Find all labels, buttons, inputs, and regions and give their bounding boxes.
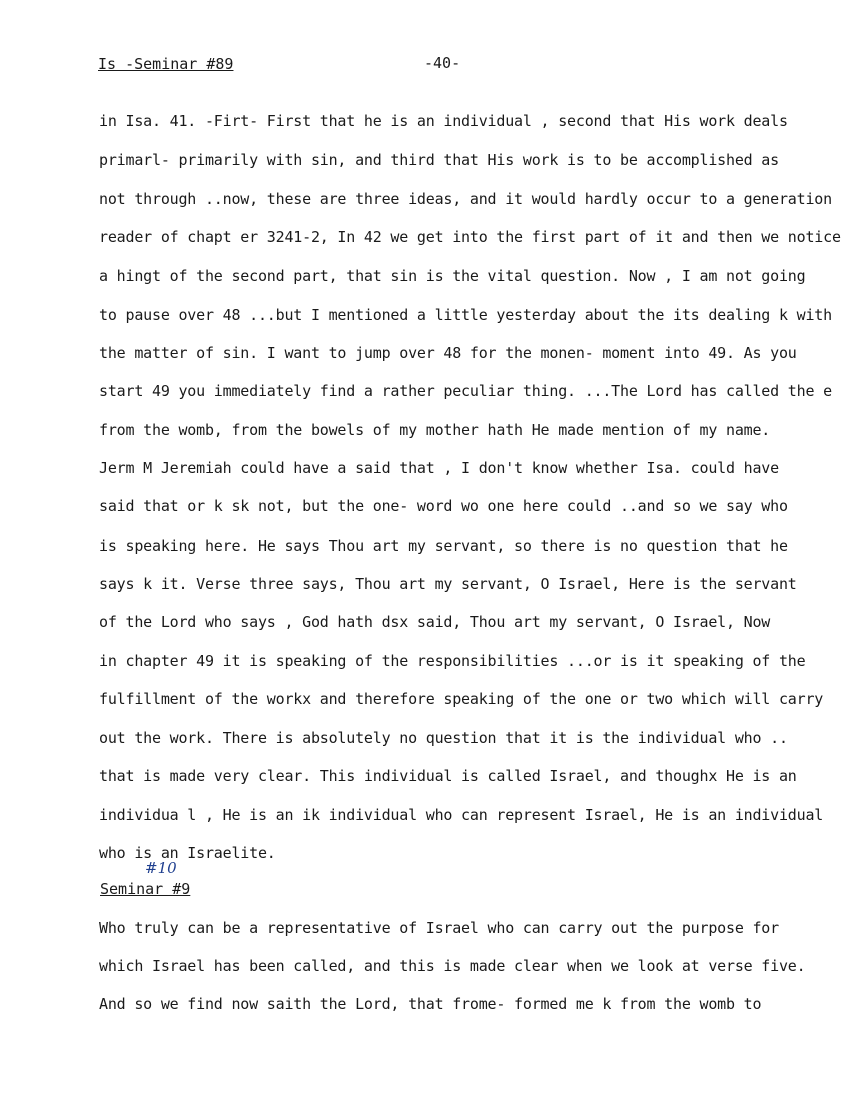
text-line: in chapter 49 it is speaking of the responsibilities ...or is it speaking of the [99,652,806,670]
text-line: of the Lord who says , God hath dsx said, Thou art my servant, O Israel, Now [99,613,771,631]
text-line: is speaking here. He says Thou art my servant, so there is no question that he [99,537,788,555]
text-line: from the womb, from the bowels of my mother hath He made mention of my name. [99,421,771,439]
text-line: a hingt of the second part, that sin is the vital question. Now , I am not going [99,267,806,285]
text-line: And so we find now saith the Lord, that frome- formed me k from the womb to [99,995,762,1013]
text-line: to pause over 48 ...but I mentioned a little yesterday about the its dealing k with [99,306,832,324]
section-heading: Seminar #9 [100,880,191,898]
text-line: that is made very clear. This individual is called Israel, and thoughx He is an [99,767,797,785]
text-line: which Israel has been called, and this is made clear when we look at verse five. [99,957,806,975]
text-line: the matter of sin. I want to jump over 48 for the monen- moment into 49. As you [99,344,797,362]
text-line: Who truly can be a representative of Israel who can carry out the purpose for [99,919,779,937]
text-line: individua l , He is an ik individual who can represent Israel, He is an individual [99,806,824,824]
text-line: says k it. Verse three says, Thou art my servant, O Israel, Here is the servant [99,575,797,593]
handwritten-annotation: #10 [145,859,177,877]
text-line: out the work. There is absolutely no question that it is the individual who .. [99,729,788,747]
seminar-header: Is -Seminar #89 [98,55,234,73]
text-line: who is an Israelite. [99,844,276,862]
text-line: fulfillment of the workx and therefore speaking of the one or two which will carry [99,690,824,708]
text-line: in Isa. 41. -Firt- First that he is an individual , second that His work deals [99,112,788,130]
text-line: said that or k sk not, but the one- word wo one here could ..and so we say who [99,497,788,515]
text-line: Jerm M Jeremiah could have a said that , I don't know whether Isa. could have [99,459,779,477]
text-line: reader of chapt er 3241-2, In 42 we get into the first part of it and then we notice [99,228,841,246]
page-number: -40- [424,54,461,72]
text-line: not through ..now, these are three ideas, and it would hardly occur to a generation [99,190,832,208]
text-line: start 49 you immediately find a rather peculiar thing. ...The Lord has called the e [99,382,832,400]
text-line: primarl- primarily with sin, and third that His work is to be accomplished as [99,151,779,169]
